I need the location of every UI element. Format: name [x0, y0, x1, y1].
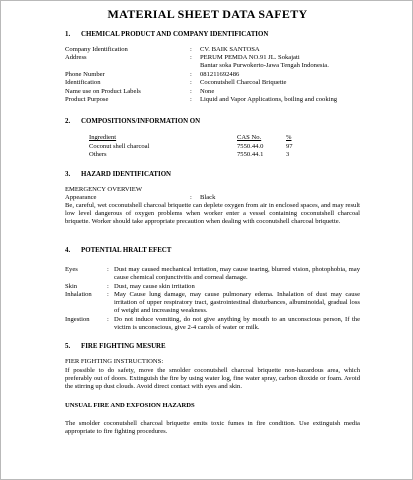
colon: :: [107, 316, 109, 323]
product-labels-value: None: [200, 88, 215, 95]
address-value-line2: Bantar soka Purwokerto-Jawa Tengah Indonesia.: [200, 62, 329, 69]
cas-header: CAS No.: [237, 134, 262, 141]
section-2-heading: [65, 118, 200, 126]
cas-cell: 7550.44.0: [237, 143, 264, 150]
address-value-line1: PERUM PEMDA NO.91 JL. Sokajati: [200, 54, 300, 61]
percent-header: %: [286, 134, 292, 141]
phone-number-value: 081211692486: [200, 71, 240, 78]
skin-label: Skin: [65, 283, 78, 290]
cas-cell: 7550.44.1: [237, 151, 264, 158]
section-4-heading: [65, 247, 171, 255]
section-2-title: COMPOSITIONS/INFORMATION ON: [81, 118, 201, 125]
identification-value: Coconutshell Charcoal Briquette: [200, 79, 287, 86]
colon: :: [190, 194, 192, 201]
product-purpose-label: Product Purpose: [65, 96, 109, 103]
section-4-number: 4.: [65, 247, 71, 254]
fire-fighting-paragraph: If possible to do safety, move the smolder coconutshell charcoal briquette non-hazardous area, which preferably out of doors. Extinguish the fire by using water log, fine water spray, carbon dioxide or foam. Avoid the stirring up dust clouds. Avoid direct contact with eyes and skin.: [65, 367, 360, 390]
appearance-value: Black: [200, 194, 216, 201]
product-purpose-value: Liquid and Vapor Applications, boiling and cooking: [200, 96, 338, 103]
product-labels-label: Name use on Product Labels: [65, 88, 141, 95]
fire-fighting-instructions-heading: FIER FIGHTING INSTRUCTIONS:: [65, 358, 164, 365]
company-identification-value: CV. BAIK SANTOSA: [200, 46, 260, 53]
address-label: Address: [65, 54, 87, 61]
section-5-heading: [65, 343, 166, 351]
colon: :: [190, 79, 192, 86]
colon: :: [107, 291, 109, 298]
section-4-title: POTENTIAL HRALT EFECT: [81, 247, 172, 254]
emergency-overview-heading: EMERGENCY OVERVIEW: [65, 186, 143, 193]
ingredient-cell: Others: [89, 151, 107, 158]
section-3-heading: [65, 171, 171, 179]
ingredient-cell: Coconut shell charcoal: [89, 143, 150, 150]
inhalation-label: Inhalation: [65, 291, 92, 298]
identification-label: Identification: [65, 79, 101, 86]
unusual-fire-hazards-paragraph: The smolder coconutshell charcoal briquette emits toxic fumes in fire condition. Use extinguish media appropriate to fire fighting procedures.: [65, 420, 360, 435]
skin-value: Dust, may cause skin irritation: [114, 283, 195, 290]
colon: :: [107, 266, 109, 273]
colon: :: [190, 46, 192, 53]
section-1-title: CHEMICAL PRODUCT AND COMPANY IDENTIFICATION: [81, 31, 269, 38]
ingestion-value: Do not induce vomiting, do not give anything by mouth to an unconscious person, If the victim is unconscious, give 2-4 carols of water or milk.: [114, 316, 360, 331]
eyes-value: Dust may caused mechanical irritation, may cause tearing, blurred vision, photophobia, may cause chemical conjunctivitis and corneal damage.: [114, 266, 360, 281]
colon: :: [190, 71, 192, 78]
section-2-number: 2.: [65, 118, 71, 125]
section-1-number: 1.: [65, 31, 71, 38]
colon: :: [107, 283, 109, 290]
percent-cell: 97: [286, 143, 293, 150]
section-3-number: 3.: [65, 171, 71, 178]
eyes-label: Eyes: [65, 266, 78, 273]
company-identification-label: Company Identification: [65, 46, 128, 53]
inhalation-value: May Cause lung damage, may cause pulmonary edema. Inhalation of dust may cause irritation of upper respiratory tract, gastrointestinal disturbances, albuminoidal, gradual loss of weight and increasing weakness.: [114, 291, 360, 314]
ingredient-header: Ingredient: [89, 134, 117, 141]
section-5-title: FIRE FIGHTING MESURE: [81, 343, 166, 350]
document-title: MATERIAL SHEET DATA SAFETY: [107, 7, 308, 21]
section-5-number: 5.: [65, 343, 71, 350]
colon: :: [190, 88, 192, 95]
ingestion-label: Ingestion: [65, 316, 90, 323]
unusual-fire-hazards-heading: UNSUAL FIRE AND EXFOSION HAZARDS: [65, 402, 195, 409]
percent-cell: 3: [286, 151, 290, 158]
hazard-paragraph: Be, careful, wet coconutshell charcoal briquette can deplete oxygen from air in enclosed spaces, and may result low level dangerous of oxygen problems when worker enter a vessel containing coconutshell charcoal briquette. Worker should take appropriate precaution when dealing with coconutshell charcoal briquette.: [65, 202, 360, 225]
colon: :: [190, 54, 192, 61]
appearance-label: Appearance: [65, 194, 97, 201]
phone-number-label: Phone Number: [65, 71, 105, 78]
colon: :: [190, 96, 192, 103]
section-1-heading: [65, 31, 268, 39]
section-3-title: HAZARD IDENTIFICATION: [81, 171, 172, 178]
